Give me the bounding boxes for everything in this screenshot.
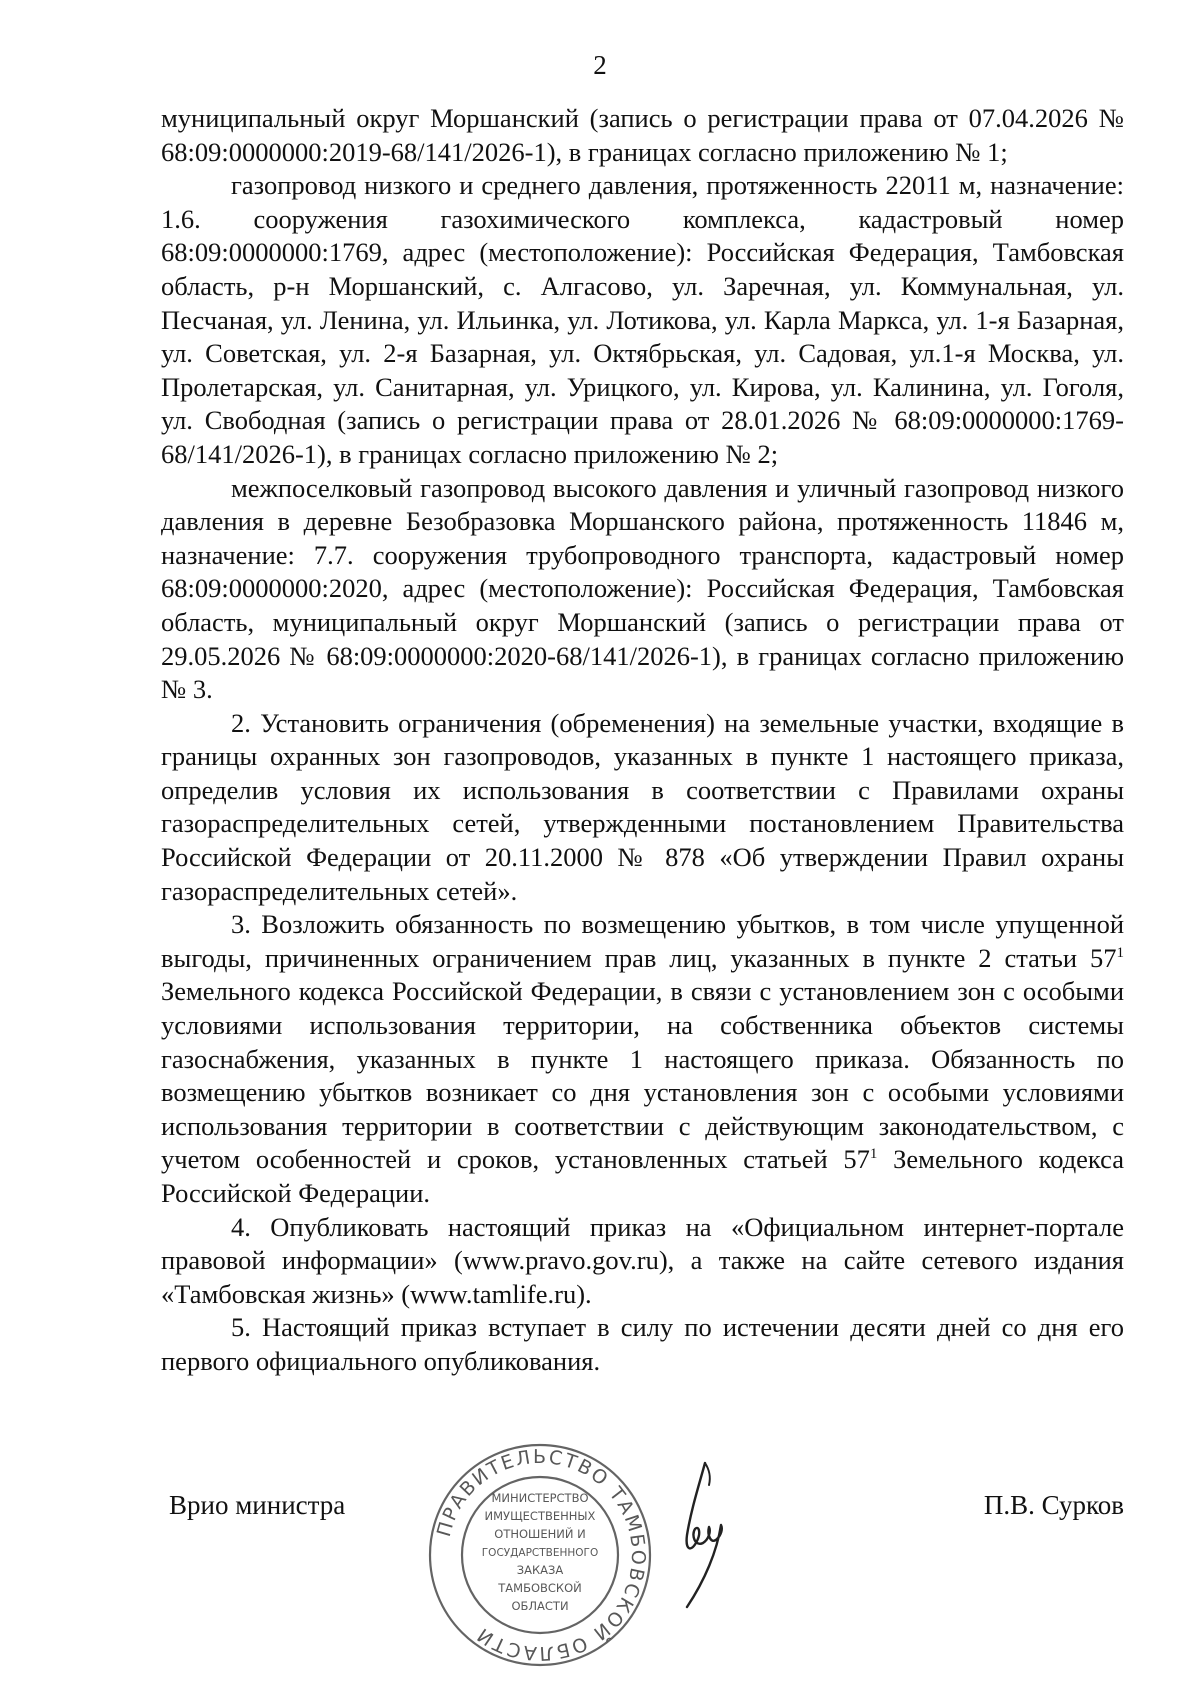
signatory-position: Врио министра [169, 1490, 346, 1520]
seal-ring-text: ПРАВИТЕЛЬСТВО ТАМБОВСКОЙ ОБЛАСТИ [432, 1445, 650, 1665]
signatory-name: П.В. Сурков [983, 1490, 1124, 1520]
seal-line-4: ГОСУДАРСТВЕННОГО [481, 1547, 599, 1559]
seal-line-1: МИНИСТЕРСТВО [491, 1491, 589, 1505]
superscript-2: 1 [869, 1146, 878, 1163]
paragraph-item-2: 2. Установить ограничения (обременения) на земельные участки, входящие в границы охранных зон газопроводов, указанных в пункте 1 настоящего приказа, определив условия их использования в соответствии с Правилами охраны газораспределительных сетей, утвержденными постановлением Правительства Российской Федерации от 20.11.2000 № 878 «Об утверждении Правил охраны газораспределительных сетей». [161, 707, 1124, 906]
seal-line-5: ЗАКАЗА [516, 1563, 564, 1577]
paragraph-item-3-text-a: 3. Возложить обязанность по возмещению убытков, в том числе упущенной выгоды, причиненных ограничением прав лиц, указанных в пункте 2 статьи 57 [161, 909, 1124, 973]
paragraph-object-1-continued: муниципальный округ Моршанский (запись о регистрации права от 07.04.2026 № 68:09:0000000:2019-68/141/2026-1), в границах согласно приложению № 1; [161, 103, 1124, 167]
seal-line-3: ОТНОШЕНИЙ И [494, 1527, 586, 1541]
official-seal [425, 1440, 655, 1670]
superscript-1: 1 [1116, 945, 1124, 962]
paragraph-item-3-text-b: Земельного кодекса Российской Федерации, в связи с установлением зон с особыми условиями использования территории, на собственника объектов системы газоснабжения, указанных в пункте 1 настоящего приказа. Обязанность по возмещению убытков возникает со дня установления зон с особыми условиями использования территории в соответствии с действующим законодательством, с учетом особенностей и сроков, установленных статьей 57 [161, 976, 1124, 1175]
paragraph-item-5: 5. Настоящий приказ вступает в силу по истечении десяти дней со дня его первого официального опубликования. [161, 1312, 1124, 1376]
document-body [161, 102, 1124, 1379]
page-number: 2 [593, 50, 607, 80]
seal-line-6: ТАМБОВСКОЙ [498, 1581, 582, 1595]
paragraph-object-3: межпоселковый газопровод высокого давления и уличный газопровод низкого давления в деревне Безобразовка Моршанского района, протяженность 11846 м, назначение: 7.7. сооружения трубопроводного транспорта, кадастровый номер 68:09:0000000:2020, адрес (местоположение): Российская Федерация, Тамбовская область, муниципальный округ Моршанский (запись о регистрации права от 29.05.2026 № 68:09:0000000:2020-68/141/2026-1), в границах согласно приложению № 3. [161, 472, 1124, 705]
paragraph-object-2: газопровод низкого и среднего давления, протяженность 22011 м, назначение: 1.6. сооружения газохимического комплекса, кадастровый номер 68:09:0000000:1769, адрес (местоположение): Российская Федерация, Тамбовская область, р-н Моршанский, с. Алгасово, ул. Заречная, ул. Коммунальная, ул. Песчаная, ул. Ленина, ул. Ильинка, ул. Лотикова, ул. Карла Маркса, ул. 1-я Базарная, ул. Советская, ул. 2-я Базарная, ул. Октябрьская, ул. Садовая, ул.1-я Москва, ул. Пролетарская, ул. Санитарная, ул. Урицкого, ул. Кирова, ул. Калинина, ул. Гоголя, ул. Свободная (запись о регистрации права от 28.01.2026 № 68:09:0000000:1769-68/141/2026-1), в границах согласно приложению № 2; [161, 170, 1124, 469]
seal-line-2: ИМУЩЕСТВЕННЫХ [484, 1509, 596, 1523]
handwritten-signature [665, 1455, 745, 1615]
seal-line-7: ОБЛАСТИ [511, 1599, 569, 1613]
paragraph-item-4: 4. Опубликовать настоящий приказ на «Официальном интернет-портале правовой информации» (www.pravo.gov.ru), а также на сайте сетевого издания «Тамбовская жизнь» (www.tamlife.ru). [161, 1211, 1124, 1309]
paragraph-item-3 [161, 908, 1124, 1210]
paragraph-item-3-text-c: Земельного кодекса Российской Федерации. [161, 1144, 1124, 1208]
